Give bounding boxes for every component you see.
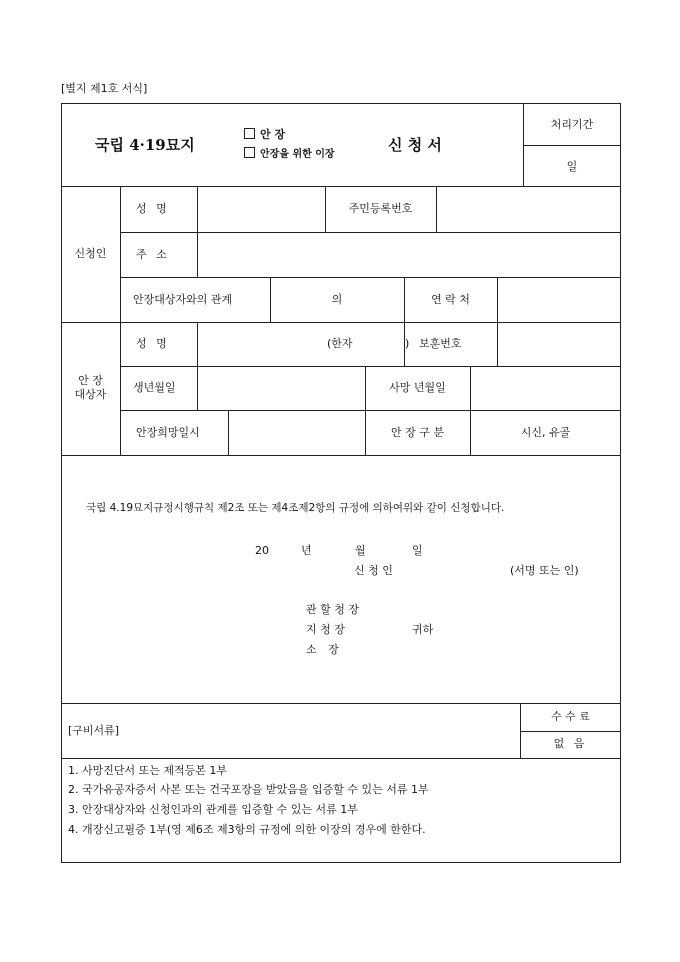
line-sub-row2 [120,410,621,411]
line-period-split [523,145,621,146]
line-app-contact-right [497,277,498,322]
addressee-1: 관 할 청 장 [306,603,359,616]
subject-burial-type-label: 안 장 구 분 [391,426,444,439]
line-fee-split [520,731,621,732]
subject-death-label: 사망 년월일 [389,381,446,394]
documents-label: [구비서류] [68,724,120,737]
line-app-bottom [61,322,621,323]
form-number-label: [별지 제1호 서식] [61,82,148,95]
subject-section-label-2: 대상자 [74,388,107,401]
date-day-label: 일 [412,544,423,557]
option-reburial-label: 안장을 위한 이장 [260,149,335,160]
subject-section-label-1: 안 장 [78,374,103,387]
option-burial[interactable] [244,128,285,142]
line-sub-death-left [365,366,366,455]
line-section-label [120,186,121,455]
checkbox-reburial[interactable] [244,147,255,158]
applicant-name-label: 성 명 [136,202,170,215]
form-title-right: 신 청 서 [388,136,442,154]
option-reburial[interactable] [244,147,335,162]
line-app-col1 [197,186,198,277]
line-docs-header-bottom [61,758,621,759]
date-year-prefix: 20 [255,544,269,557]
form-title-left: 국립 4·19묘지 [95,136,195,154]
applicant-relation-suffix: 의 [331,293,343,306]
line-sub-bottom [61,455,621,456]
subject-hanja-open: (한자 [327,337,353,350]
document-item: 1. 사망진단서 또는 제적등본 1부 [68,764,227,777]
processing-period-label: 처리기간 [550,118,594,131]
statement-text: 국립 4.19묘지규정시행규칙 제2조 또는 제4조제2항의 규정에 의하여위와 같이 신청합니다. [86,502,505,514]
addressee-3: 소 장 [306,643,343,656]
line-header-bottom [61,186,621,187]
applicant-address-label: 주 소 [136,248,170,261]
line-sub-burial-left [228,410,229,455]
line-sub-row1 [120,366,621,367]
subject-veteran-no-label: 보훈번호 [419,337,462,350]
document-item: 4. 개장신고필증 1부(영 제6조 제3항의 규정에 의한 이장의 경우에 한한다. [68,823,426,836]
fee-label: 수 수 료 [551,710,590,723]
addressee-2: 지 청 장 [306,623,345,636]
date-year-label: 년 [301,544,312,557]
subject-burial-type-value: 시신, 유골 [520,426,571,439]
document-item: 3. 안장대상자와 신청인과의 관계를 입증할 수 있는 서류 1부 [68,803,358,816]
subject-hanja-close: ) [405,337,410,350]
fee-value: 없 음 [553,737,588,750]
applicant-section-label: 신청인 [74,247,107,260]
line-sub-vet-right [497,322,498,366]
applicant-contact-label: 연 락 처 [431,293,470,306]
subject-birth-label: 생년월일 [133,381,176,394]
line-sub-col1 [197,322,198,410]
applicant-relation-label: 안장대상자와의 관계 [133,293,233,306]
applicant-rrn-label: 주민등록번호 [348,202,413,215]
line-sub-death-right [470,366,471,410]
subject-name-label: 성 명 [136,337,170,350]
signature-label: (서명 또는 인) [510,564,579,577]
signer-label: 신 청 인 [354,564,393,577]
document-item: 2. 국가유공자증서 사본 또는 건국포장을 받았음을 입증할 수 있는 서류 1부 [68,783,429,796]
option-burial-label: 안 장 [260,128,286,141]
processing-period-value: 일 [566,160,578,173]
line-app-row1 [120,232,621,233]
subject-burial-date-label: 안장희망일시 [136,426,200,439]
checkbox-burial[interactable] [244,128,255,139]
date-month-label: 월 [355,544,366,557]
honorific-label: 귀하 [412,623,434,636]
line-statement-bottom [61,703,621,704]
line-app-rrn-right [436,186,437,232]
line-app-row2 [120,277,621,278]
